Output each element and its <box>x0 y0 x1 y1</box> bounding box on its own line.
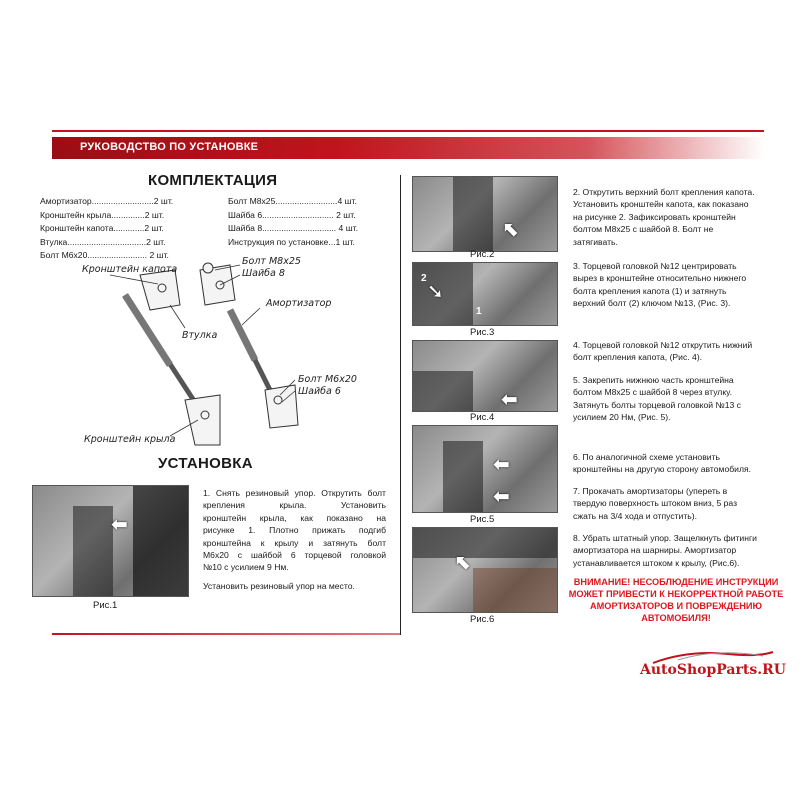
text-line: 1. Снять резиновый упор. Открутить болт <box>203 488 386 498</box>
text-line: кронштейн крыла, как показано на <box>203 512 386 523</box>
top-rule <box>52 130 764 132</box>
step-2-text <box>573 186 755 248</box>
kit-item: Болт М6х20......................... 2 шт. <box>40 250 169 260</box>
arrow-icon: ⬅ <box>493 454 510 476</box>
text-line: М6х20 с шайбой 6 торцевой головкой <box>203 550 386 561</box>
text-line: болт крепления капота, (Рис. 4). <box>573 352 703 363</box>
text-line: верхний болт (2) ключом №13, (Рис. 3). <box>573 298 731 309</box>
label-bolt-m6: Болт М6х20 <box>298 374 357 385</box>
header-title: РУКОВОДСТВО ПО УСТАНОВКЕ <box>80 141 259 153</box>
text-line: затягивать. <box>573 236 618 247</box>
text-line: 2. Открутить верхний болт крепления капота. <box>573 187 755 197</box>
warning-line: ВНИМАНИЕ! НЕСОБЛЮДЕНИЕ ИНСТРУКЦИИ <box>573 577 779 587</box>
label-fender-bracket: Кронштейн крыла <box>84 434 176 445</box>
step-6-text <box>573 451 751 476</box>
figure-3-photo <box>412 262 558 326</box>
figure-2-photo <box>412 176 558 252</box>
step-7-text <box>573 485 737 522</box>
text-line: 7. Прокачать амортизаторы (упереть в <box>573 486 728 496</box>
text-line: болтом М8х25 с шайбой 8. Болт не <box>573 224 714 235</box>
text-line: устанавливается штоком к крылу, (Рис.6). <box>573 557 740 568</box>
arrow-icon: ⬉ <box>503 219 520 241</box>
step-1-text <box>203 487 386 574</box>
arrow-icon: ⬅ <box>111 514 128 536</box>
text-line: твердую поверхность штоком вниз, 5 раз <box>573 498 738 509</box>
text-line: 5. Закрепить нижнюю часть кронштейна <box>573 375 734 385</box>
warning-line: АМОРТИЗАТОРОВ И ПОВРЕЖДЕНИЮ <box>590 601 762 611</box>
text-line: 6. По аналогичной схеме установить <box>573 452 720 462</box>
arrow-icon: ⬉ <box>455 552 472 574</box>
text-line: 4. Торцевой головкой №12 открутить нижний <box>573 340 753 350</box>
figure-1-photo <box>32 485 189 597</box>
arrow-icon: ⬅ <box>493 486 510 508</box>
parts-diagram <box>70 250 400 450</box>
warning-text <box>562 576 790 624</box>
text-line: вырез в кронштейне относительно нижнего <box>573 273 747 284</box>
text-line: сжать на 3/4 хода и отпустить). <box>573 510 698 521</box>
text-line: №10 с усилием 9 Нм. <box>203 562 289 573</box>
text-line: 3. Торцевой головкой №12 центрировать <box>573 261 737 271</box>
site-logo[interactable]: AutoShopParts.RU <box>640 662 786 678</box>
kit-item: Болт М8х25..........................4 шт. <box>228 196 357 206</box>
text-line: рисунке 1. Плотно прижать подгиб <box>203 525 386 536</box>
step-4-text <box>573 339 752 364</box>
figure-6-photo <box>412 527 558 613</box>
figure-5-caption: Рис.5 <box>470 514 495 525</box>
arrow-icon: ⬅ <box>501 389 518 411</box>
text-line: на рисунке 2. Зафиксировать кронштейн <box>573 211 736 222</box>
fig3-mark-2: 2 <box>421 273 427 284</box>
text-line: болтом М8х25 с шайбой 8 через втулку. <box>573 387 733 398</box>
text-line: 8. Убрать штатный упор. Защелкнуть фитинги <box>573 533 757 543</box>
step-3-text <box>573 260 746 310</box>
step-8-text <box>573 532 757 569</box>
fig3-mark-1: 1 <box>476 306 482 317</box>
text-line: кронштейна к крылу и затянуть болт <box>203 537 386 548</box>
kit-item: Шайба 6.............................. 2 шт. <box>228 209 356 220</box>
install-title: УСТАНОВКА <box>158 455 253 472</box>
kit-item: Инструкция по установке...1 шт. <box>228 236 355 247</box>
kit-item: Шайба 8............................... 4 шт. <box>228 223 358 233</box>
text-line: крепления крыла. Установить <box>203 500 386 511</box>
text-line: усилием 20 Нм, (Рис. 5). <box>573 412 671 423</box>
label-shock: Амортизатор <box>266 298 332 309</box>
text-line: амортизатора на шарниры. Амортизатор <box>573 545 737 556</box>
figure-3-caption: Рис.3 <box>470 327 495 338</box>
warning-line: АВТОМОБИЛЯ! <box>641 613 711 623</box>
step-1b-text: Установить резиновый упор на место. <box>203 581 355 591</box>
figure-6-caption: Рис.6 <box>470 614 495 625</box>
kit-item: Кронштейн капота.............2 шт. <box>40 223 164 233</box>
figure-4-caption: Рис.4 <box>470 412 495 423</box>
figure-2-caption: Рис.2 <box>470 249 495 260</box>
warning-line: МОЖЕТ ПРИВЕСТИ К НЕКОРРЕКТНОЙ РАБОТЕ <box>568 589 784 599</box>
kit-title: КОМПЛЕКТАЦИЯ <box>148 172 278 189</box>
figure-5-photo <box>412 425 558 513</box>
label-bolt-m8: Болт М8х25 <box>242 256 301 267</box>
kit-item: Амортизатор..........................2 шт. <box>40 196 174 206</box>
arrow-icon: ➘ <box>427 281 444 303</box>
kit-item: Кронштейн крыла..............2 шт. <box>40 209 165 220</box>
label-washer-8: Шайба 8 <box>242 268 285 279</box>
label-bushing: Втулка <box>182 330 218 341</box>
text-line: болта крепления капота (1) и затянуть <box>573 285 727 296</box>
kit-item: Втулка.................................2 шт. <box>40 236 166 247</box>
column-divider <box>400 175 401 635</box>
text-line: кронштейны на другую сторону автомобиля. <box>573 464 752 475</box>
figure-1-caption: Рис.1 <box>93 600 118 611</box>
text-line: Установить кронштейн капота, как показано <box>573 199 749 210</box>
kit-list-right <box>228 195 358 249</box>
label-washer-6: Шайба 6 <box>298 386 341 397</box>
step-5-text <box>573 374 741 424</box>
figure-4-photo <box>412 340 558 412</box>
text-line: Затянуть болты торцевой головкой №13 с <box>573 399 741 410</box>
label-hood-bracket: Кронштейн капота <box>82 264 178 275</box>
bottom-rule <box>52 633 400 635</box>
